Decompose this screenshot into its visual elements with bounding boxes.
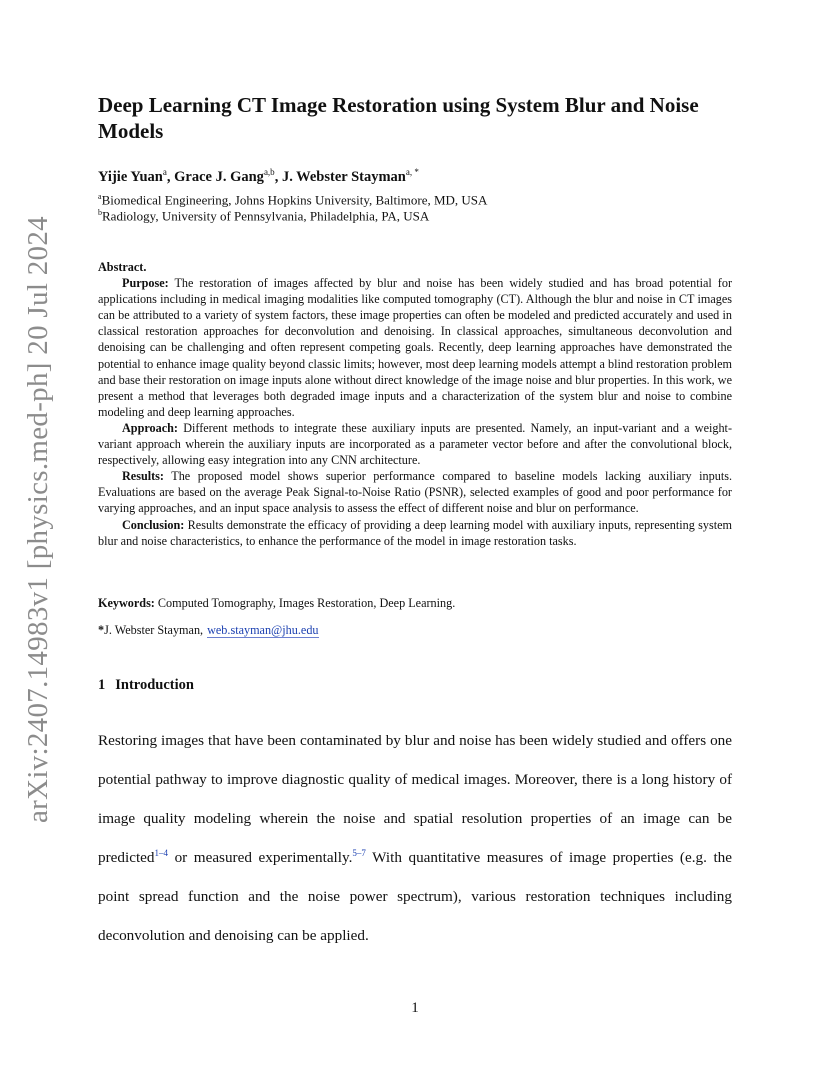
abstract-heading: Abstract.: [98, 260, 147, 274]
intro-text: With quantitative measures of image properties (e.g. the point spread function and the noise power spectrum), various restoration techniques including deconvolution and denoising can be applied.: [98, 848, 732, 944]
abstract-results: [98, 468, 732, 516]
abstract-approach: [98, 420, 732, 468]
affiliation-mark: a: [98, 192, 102, 201]
abstract-purpose-label: Purpose:: [122, 276, 169, 291]
abstract-purpose: [98, 275, 732, 420]
citation-link[interactable]: 1–4: [154, 847, 169, 858]
corresponding-author: [98, 623, 319, 638]
corresponding-marker: *: [98, 623, 105, 637]
paper-title: Deep Learning CT Image Restoration using System Blur and Noise Models: [98, 93, 699, 143]
intro-text: Restoring images that have been contaminated by blur and noise has been widely studied and offers one potential pathway to improve diagnostic quality of medical images. Moreover, there is a long history of image quality modeling wherein the noise and spatial resolution properties of an image can be predicted: [98, 732, 732, 866]
abstract: [98, 259, 732, 549]
page-number: 1: [411, 1000, 419, 1016]
affiliation-text: Radiology, University of Pennsylvania, Philadelphia, PA, USA: [102, 208, 430, 224]
abstract-results-label: Results:: [122, 469, 164, 484]
abstract-conclusion-label: Conclusion:: [122, 517, 185, 532]
abstract-results-text: The proposed model shows superior performance compared to baseline models lacking auxiliary inputs. Evaluations are based on the average Peak Signal-to-Noise Ratio (PSNR), selected examples of good and poor performance for varying approaches, and an input space analysis to assess the effect of different noise and blur on performance.: [98, 469, 732, 516]
intro-text: or measured experimentally.: [168, 848, 353, 866]
introduction-paragraph: [98, 722, 732, 955]
affiliation-mark: b: [98, 208, 102, 217]
abstract-approach-label: Approach:: [122, 420, 178, 435]
author-affiliation-mark: a, *: [405, 167, 419, 177]
author-list: [98, 167, 419, 186]
arxiv-identifier-stamp: arXiv:2407.14983v1 [physics.med-ph] 20 Jul 2024: [22, 216, 54, 823]
author-name: Yijie Yuan: [98, 168, 163, 185]
author-name: Grace J. Gang: [174, 168, 264, 185]
abstract-purpose-text: The restoration of images affected by blur and noise has been widely studied and has broad potential for applications including in medical imaging modalities like computed tomography (CT). Although the blur and noise in CT images can be attributed to a variety of system factors, these image properties can often be modeled and predicted accurately and used in classical restoration approaches for deconvolution and denoising. In classical approaches, simultaneous deconvolution and denoising can be challenging and often represent competing goals. Recently, deep learning approaches have demonstrated the potential to enhance image quality beyond classic limits; however, most deep learning models attempt a blind restoration problem and base their restoration on image inputs alone without direct knowledge of the image noise and blur properties. In this work, we present a method that leverages both degraded image inputs and a characterization of the system blur and noise to combine modeling and deep learning approaches.: [98, 276, 732, 419]
section-title: Introduction: [115, 677, 194, 693]
section-heading-introduction: [98, 677, 194, 694]
author-separator: ,: [166, 168, 175, 185]
abstract-conclusion-text: Results demonstrate the efficacy of providing a deep learning model with auxiliary inputs, representing system blur and noise characteristics, to enhance the performance of the model in image restoration tasks.: [98, 517, 732, 548]
keywords: [98, 596, 455, 611]
abstract-approach-text: Different methods to integrate these auxiliary inputs are presented. Namely, an input-variant and a weight-variant approach wherein the auxiliary inputs are incorporated as a parameter vector before and after the convolutional block, respectively, allowing easy integration into any CNN architecture.: [98, 420, 733, 468]
affiliation: [98, 205, 429, 224]
affiliation-text: Biomedical Engineering, Johns Hopkins University, Baltimore, MD, USA: [101, 192, 488, 208]
abstract-conclusion: [98, 517, 732, 549]
author-name: J. Webster Stayman: [281, 168, 406, 185]
section-number: 1: [98, 677, 106, 693]
author-affiliation-mark: a,b: [263, 167, 275, 177]
author-affiliation-mark: a: [162, 167, 167, 177]
corresponding-name: J. Webster Stayman,: [104, 623, 204, 637]
keywords-text: Computed Tomography, Images Restoration, Deep Learning.: [157, 596, 456, 610]
email-link[interactable]: web.stayman@jhu.edu: [207, 623, 319, 637]
citation-link[interactable]: 5–7: [352, 847, 366, 858]
author-separator: ,: [274, 168, 282, 185]
keywords-label: Keywords:: [98, 596, 155, 610]
